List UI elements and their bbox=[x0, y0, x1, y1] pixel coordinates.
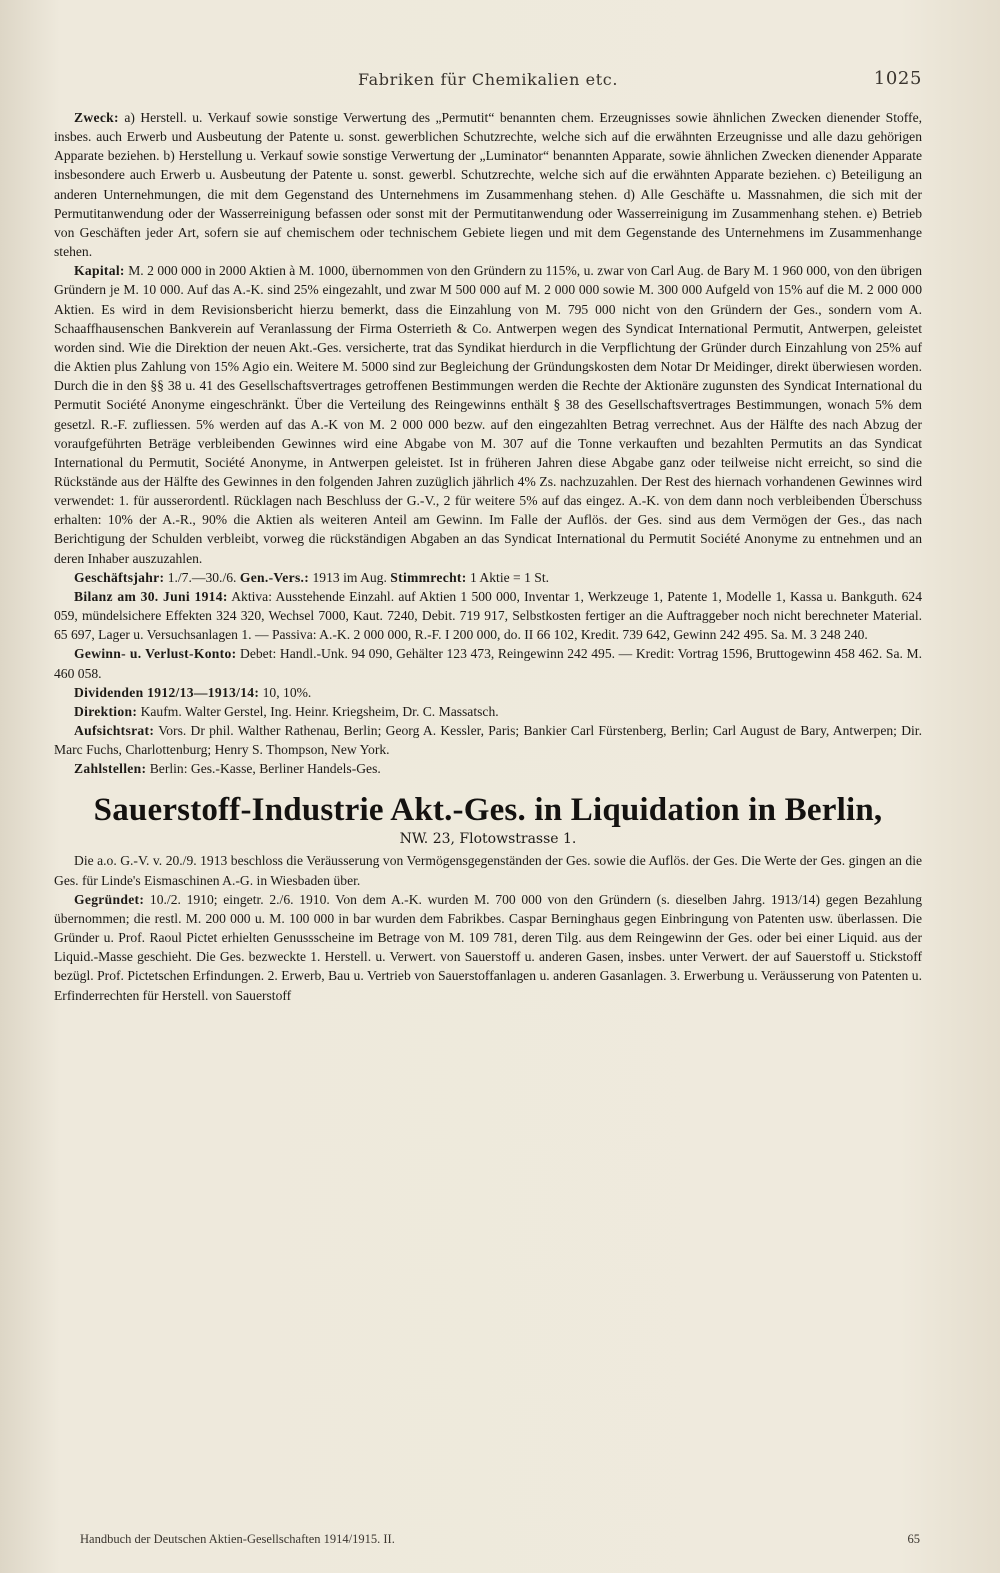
aufsichtsrat-text: Vors. Dr phil. Walther Rathenau, Berlin; Georg A. Kessler, Paris; Bankier Carl Fürstenberg, Berlin; Carl August de Bary, Antwerpen; Dir. Marc Fuchs, Charlottenburg; Henry S. Thompson, New York. bbox=[54, 723, 922, 758]
zweck-text: a) Herstell. u. Verkauf sowie sonstige Verwertung des „Permutit“ benannten chem. Erzeugnisses sowie ähnlichen Zwecken dienender Stoffe, insbes. auch Erwerb und Ausbeutung der Patente u. sonst. gewerblichen Schutzrechte, welche sich auf die erwähnten Erzeugnisse und alle dazu gehörigen Apparate beziehen. b) Herstellung u. Verkauf sowie sonstige Verwertung der „Luminator“ benannten Apparate, sowie ähnlichen Zwecken dienender Apparate insbesondere auch Erwerb u. Ausbeutung der Patente u. sonst. gewerbl. Schutzrechte, welche sich auf die erwähnten Apparate beziehen. c) Beteiligung an anderen Unternehmungen, die mit dem Gegenstand des Unternehmens im Zusammenhang stehen. d) Alle Geschäfte u. Massnahmen, die sich mit der Permutitanwendung oder der Wasserreinigung befassen oder sonst mit der Permutitanwendung oder Wasserreinigung im Zusammenhang stehen. e) Betrieb von Geschäften jeder Art, sofern sie auf chemischem oder technischem Gebiete liegen und mit dem Gegenstande des Unternehmens im Zusammenhange stehen. bbox=[54, 110, 923, 260]
footer-signature: 65 bbox=[907, 1532, 920, 1546]
aufsichtsrat-paragraph bbox=[54, 721, 922, 759]
dividenden-paragraph bbox=[54, 683, 922, 702]
guv-paragraph bbox=[54, 644, 922, 682]
aufsichtsrat-label: Aufsichtsrat: bbox=[74, 723, 155, 738]
zahlstellen-text: Berlin: Ges.-Kasse, Berliner Handels-Ges. bbox=[149, 761, 381, 777]
dividenden-text: 10, 10%. bbox=[262, 684, 312, 700]
bilanz-text: Aktiva: Ausstehende Einzahl. auf Aktien 1 500 000, Inventar 1, Werkzeuge 1, Patente 1, Modelle 1, Kassa u. Bankguth. 624 059, mündelsichere Effekten 324 320, Wechsel 7000, Kaut. 7240, Debit. 719 917, Selbstkosten fertiger an die Auftraggeber noch nicht berechneter Material. 65 697, Lager u. Versuchsanlagen 1. — Passiva: A.-K. 2 000 000, R.-F. I 200 000, do. II 66 102, Kredit. 739 642, Gewinn 242 495. Sa. M. 3 248 240. bbox=[54, 588, 923, 643]
kapital-label: Kapital: bbox=[74, 263, 125, 279]
dividenden-label: Dividenden 1912/13—1913/14: bbox=[74, 684, 260, 700]
footer-source: Handbuch der Deutschen Aktien-Gesellschaften 1914/1915. II. bbox=[80, 1532, 395, 1546]
geschaeftsjahr-paragraph bbox=[54, 568, 922, 587]
gegruendet-paragraph bbox=[54, 890, 922, 1005]
guv-label: Gewinn- u. Verlust-Konto: bbox=[74, 646, 237, 662]
direktion-paragraph bbox=[54, 702, 922, 721]
bilanz-label: Bilanz am 30. Juni 1914: bbox=[74, 588, 228, 604]
direktion-text: Kaufm. Walter Gerstel, Ing. Heinr. Kriegsheim, Dr. C. Massatsch. bbox=[140, 703, 499, 719]
permutit-entry bbox=[54, 108, 922, 778]
zweck-paragraph bbox=[54, 108, 922, 261]
running-title: Fabriken für Chemikalien etc. bbox=[357, 70, 619, 89]
guv-text: Debet: Handl.-Unk. 94 090, Gehälter 123 473, Reingewinn 242 495. — Kredit: Vortrag 1596, Bruttogewinn 458 462. Sa. M. 460 058. bbox=[54, 646, 922, 681]
gegruendet-text: 10./2. 1910; eingetr. 2./6. 1910. Von dem A.-K. wurden M. 700 000 von den Gründern (s. dieselben Jahrg. 1913/14) gegen Bezahlung übernommen; die restl. M. 200 000 u. M. 100 000 in bar wurden dem Fabrikbes. Caspar Berninghaus gegen Einbringung von Patenten usw. überlassen. Die Gründer u. Prof. Raoul Pictet erhielten Genussscheine im Betrage von M. 109 781, deren Tilg. aus dem Reingewinn der Ges. oder bei einer Liquid. aus der Liquid.-Masse geschieht. Die Ges. bezweckte 1. Herstell. u. Verwert. von Sauerstoff u. anderen Gasen, insbes. unter Verwert. der auf Sauerstoff u. Stickstoff bezügl. Prof. Pictetschen Erfindungen. 2. Erwerb, Bau u. Vertrieb von Sauerstoffanlagen u. anderen Gasanlagen. 3. Erwerbung u. Veräusserung von Patenten u. Erfinderrechten für Herstell. von Sauerstoff bbox=[54, 891, 922, 1003]
zahlstellen-label: Zahlstellen: bbox=[74, 761, 147, 777]
sauerstoff-intro: Die a.o. G.-V. v. 20./9. 1913 beschloss die Veräusserung von Vermögensgegenständen der Ges. sowie die Auflös. der Ges. Die Werte der Ges. gingen an die Ges. für Linde's Eismaschinen A.-G. in Wiesbaden über. bbox=[54, 853, 922, 888]
company-title: Sauerstoff-Industrie Akt.-Ges. in Liquidation in Berlin, bbox=[93, 792, 883, 829]
kapital-paragraph bbox=[54, 261, 922, 568]
company-address: NW. 23, Flotowstrasse 1. bbox=[399, 831, 577, 848]
page-footer bbox=[80, 1532, 920, 1547]
bilanz-paragraph bbox=[54, 587, 922, 644]
kapital-text: M. 2 000 000 in 2000 Aktien à M. 1000, übernommen von den Gründern zu 115%, u. zwar von Carl Aug. de Bary M. 1 960 000, von den übrigen Gründern je M. 10 000. Auf das A.-K. sind 25% eingezahlt, und zwar M 500 000 auf M. 2 000 000 sowie M. 300 000 Aufgeld von 15% auf die M. 2 000 000 Aktien. Es wird in dem Revisionsbericht hierzu bemerkt, dass die Einzahlung von M. 795 000 nicht von den Gründern der Ges., sondern vom A. Schaaffhausenschen Bankverein auf Veranlassung der Firma Osterrieth & Co. Antwerpen wegen des Syndicat International Permutit, Antwerpen, geleistet worden sind. Wie die Direktion der neuen Akt.-Ges. versicherte, trat das Syndikat hierdurch in die Verpflichtung der Gründer durch Einzahlung von 25% auf die Aktien plus Zahlung von 15% Agio ein. Weitere M. 5000 sind zur Begleichung der Gründungskosten dem Notar Dr Meidinger, direkt überwiesen worden. Durch die in den §§ 38 u. 41 des Gesellschaftsvertrages getroffenen Bestimmungen werden die Rechte der Aktionäre zugunsten des Syndicat International du Permutit Société Anonyme eingeschränkt. Über die Verteilung des Reingewinns enthält § 38 des Gesellschaftsvertrages Bestimmungen, wonach 5% dem gesetzl. R.-F. zufliessen. 5% werden auf das A.-K von M. 2 000 000 bezw. auf den eingezahlten Betrag verrechnet. Aus der Hälfte des nach Abzug der voraufgeführten Beträge verbleibenden Gewinnes wird eine Abgabe von M. 307 auf die Tonne verkauften und bezahlten Permutits an das Syndicat International du Permutit, Société Anonyme, in Antwerpen geleistet. Ist in früheren Jahren diese Abgabe ganz oder teilweise nicht erreicht, so sind die Rückstände aus der Hälfte des Gewinnes in den folgenden Jahren zuzüglich jährlich 4% Zs. nachzuzahlen. Der Rest des hiernach vorhandenen Gewinnes wird verwendet: 1. für ausserordentl. Rücklagen nach Beschluss der G.-V., 2 für weitere 5% auf das eingez. A.-K. von dem dann noch verbleibenden Überschuss erhalten: 10% der A.-R., 90% die Aktien als weiteren Anteil am Gewinn. Im Falle der Auflös. der Ges. sind aus dem Vermögen der Ges., das nach Berichtigung der Schulden verbleibt, vorweg die rückständigen Abgaben an das Syndicat International du Permutit Société Anonyme zu entnehmen und an deren Inhaber auszuzahlen. bbox=[54, 263, 922, 566]
zahlstellen-paragraph bbox=[54, 759, 922, 778]
direktion-label: Direktion: bbox=[74, 703, 138, 719]
zweck-label: Zweck: bbox=[74, 110, 119, 125]
genvers-label: Gen.-Vers.: bbox=[239, 569, 310, 585]
running-header bbox=[54, 70, 922, 98]
geschaeftsjahr-label: Geschäftsjahr: bbox=[74, 569, 165, 585]
gegruendet-label: Gegründet: bbox=[74, 891, 145, 907]
geschaeftsjahr-text: 1./7.—30./6. bbox=[167, 569, 237, 585]
genvers-text: 1913 im Aug. bbox=[312, 569, 387, 585]
stimmrecht-text: 1 Aktie = 1 St. bbox=[469, 569, 550, 585]
sauerstoff-entry bbox=[54, 851, 922, 1004]
page-number: 1025 bbox=[873, 68, 922, 89]
stimmrecht-label: Stimmrecht: bbox=[390, 569, 467, 585]
